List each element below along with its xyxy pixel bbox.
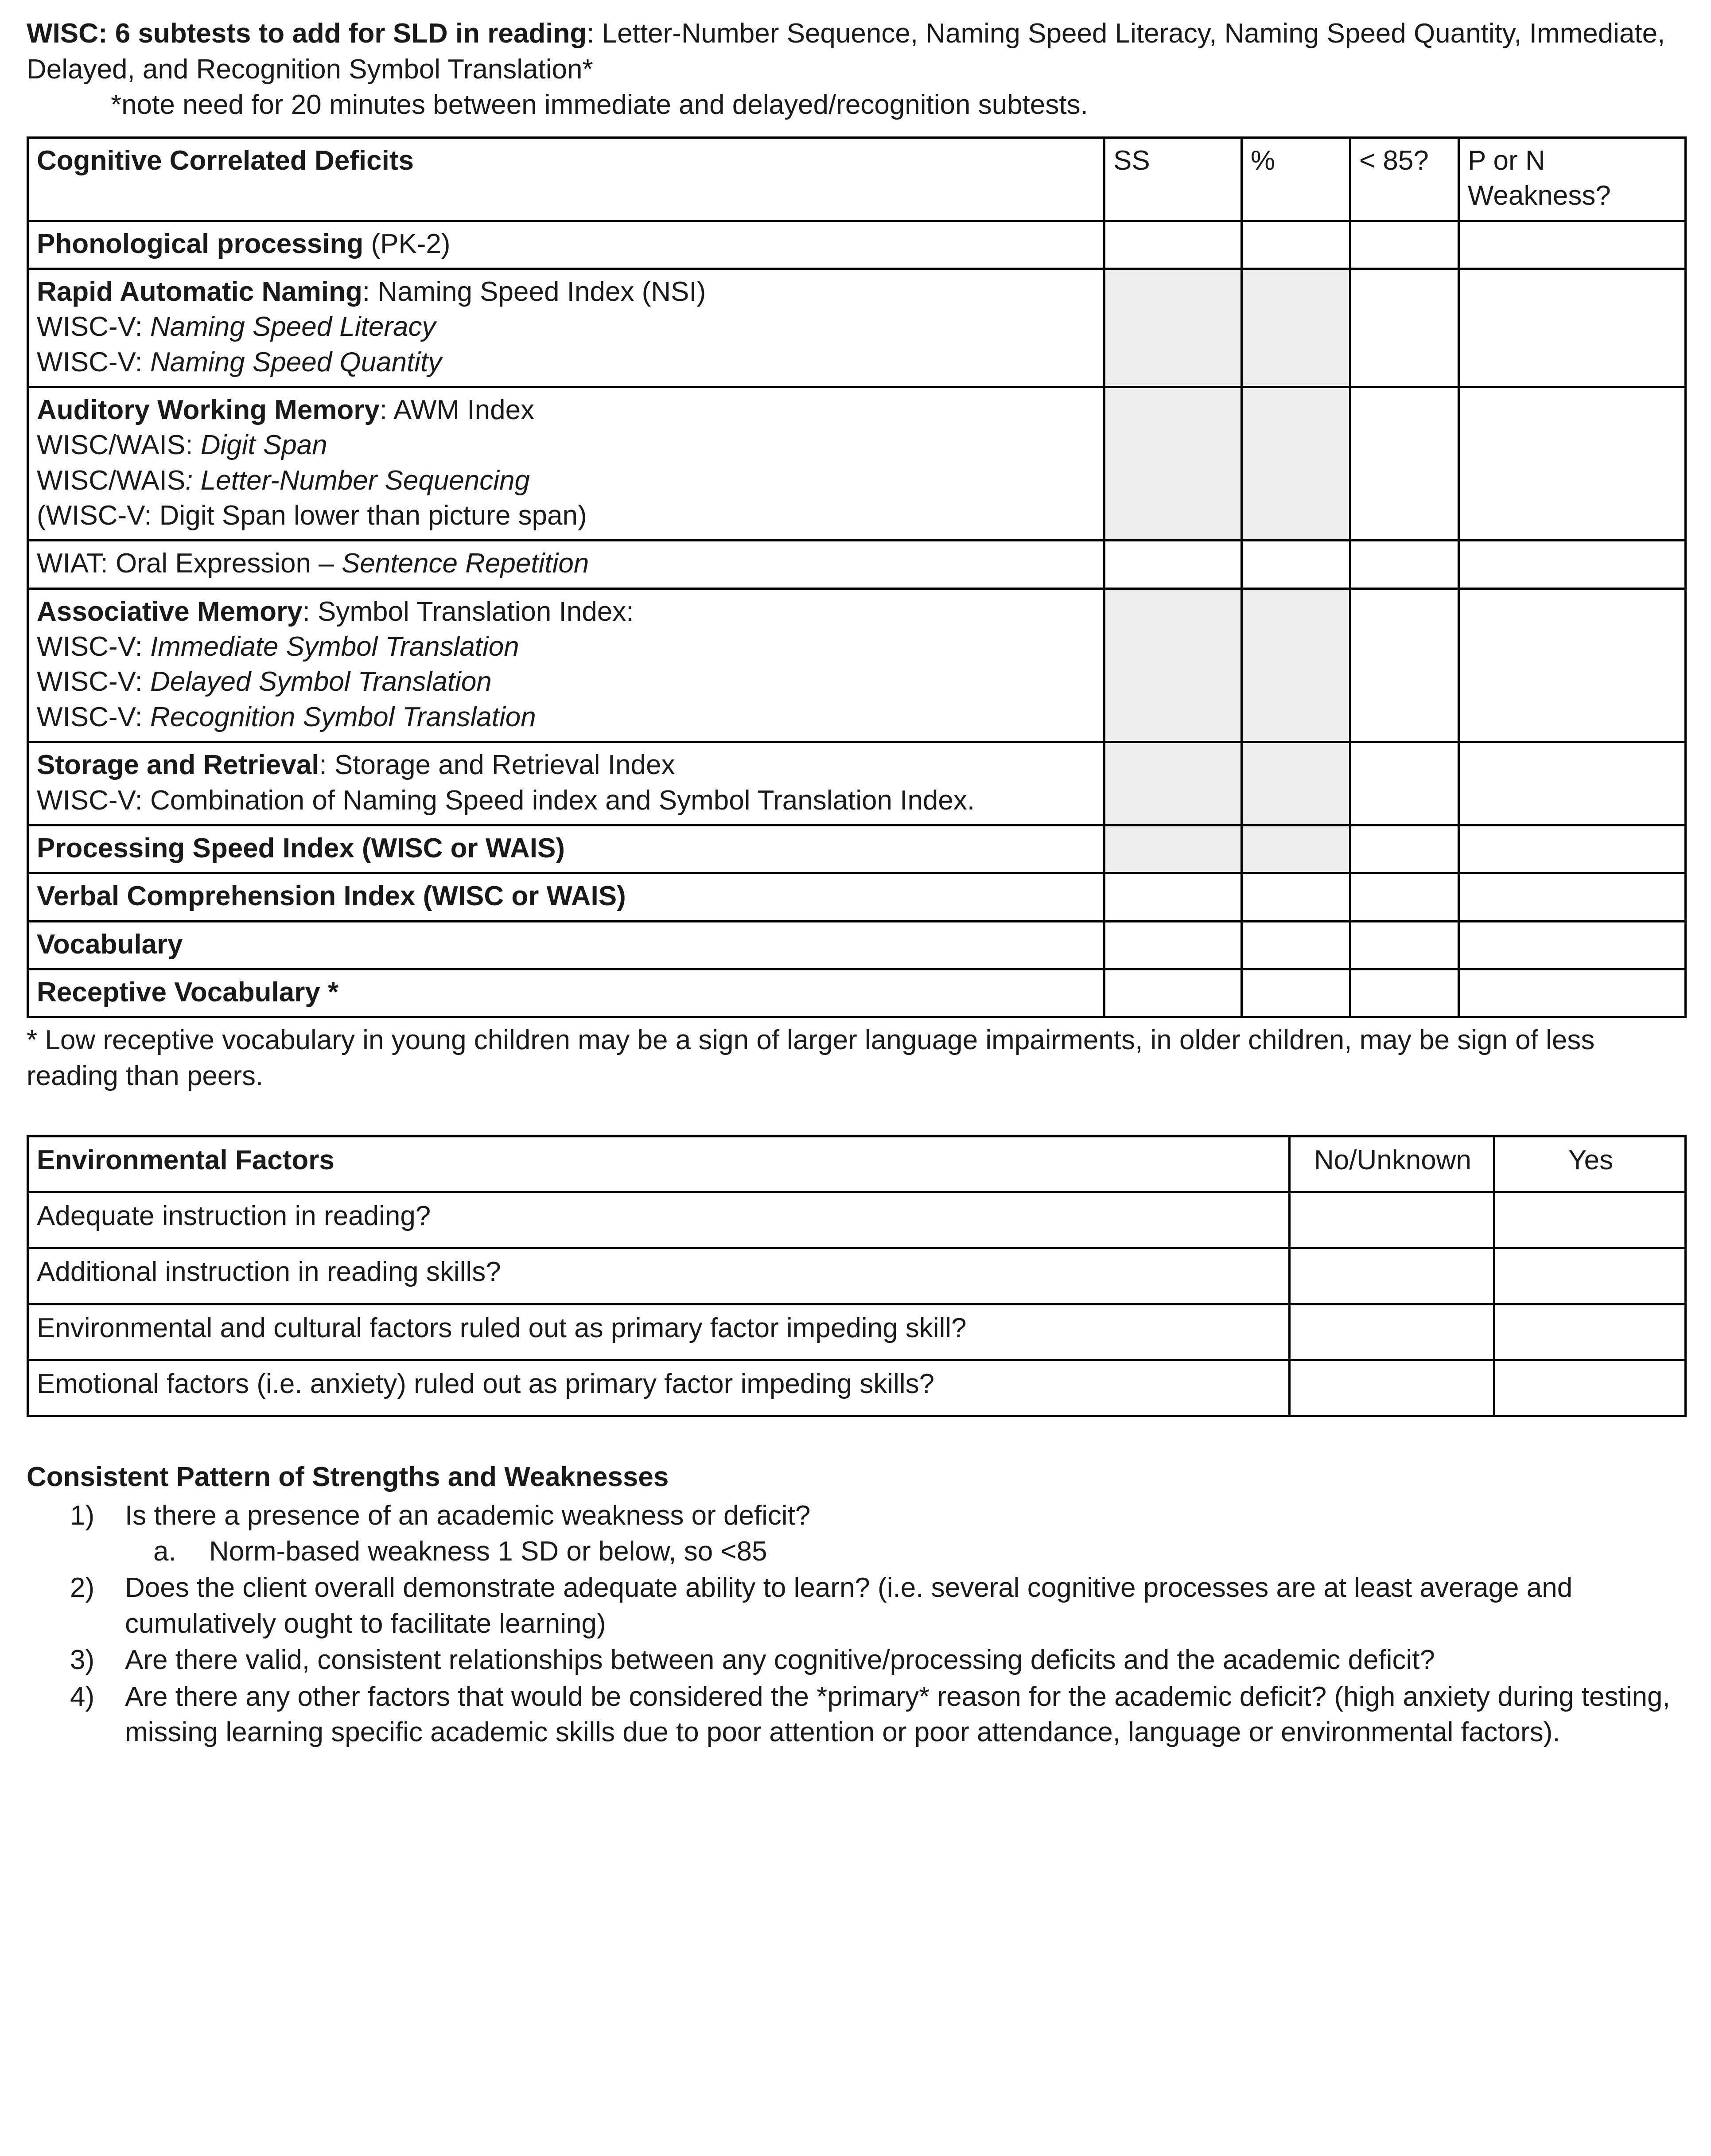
env-cell-yes[interactable] (1494, 1304, 1686, 1360)
table-row (28, 1304, 1686, 1360)
header-cell-main: Cognitive Correlated Deficits (28, 137, 1104, 221)
cell-percent[interactable] (1242, 221, 1350, 269)
cognitive-row-label (28, 269, 1104, 387)
consistent-pattern-section (27, 1459, 1684, 1751)
line-bold-part: Rapid Automatic Naming (37, 276, 362, 307)
line-plain-part: WISC-V: (37, 631, 151, 662)
line-plain-part: WISC/WAIS (37, 465, 186, 496)
cell-percent[interactable] (1242, 541, 1350, 588)
header-pn-line2: Weakness? (1468, 180, 1611, 211)
header-pn-line1: P or N (1468, 145, 1545, 176)
cognitive-correlated-deficits-table (27, 136, 1687, 1019)
env-cell-no-unknown[interactable] (1290, 1360, 1494, 1416)
line-plain-part: WISC/WAIS: (37, 430, 201, 461)
line-bold-part: Phonological processing (37, 228, 364, 259)
cell-percent[interactable] (1242, 269, 1350, 387)
intro-lead-rest: : Letter-Number Sequence, Naming Speed Literacy, Naming Speed Quantity, Immediate, Delayed, and Recognition Symbol Translation* (27, 18, 1665, 85)
cell-less-than-85[interactable] (1350, 873, 1459, 921)
line-bold-part: Vocabulary (37, 929, 183, 960)
cell-ss[interactable] (1104, 742, 1242, 825)
cognitive-table-body (28, 137, 1686, 1017)
environmental-table-header-row (28, 1136, 1686, 1192)
cell-less-than-85[interactable] (1350, 588, 1459, 742)
table-row (28, 387, 1686, 540)
cognitive-row-line (37, 274, 1097, 309)
cognitive-row-line (37, 927, 1097, 962)
cell-less-than-85[interactable] (1350, 921, 1459, 969)
env-row-label: Additional instruction in reading skills? (28, 1248, 1290, 1304)
env-cell-no-unknown[interactable] (1290, 1192, 1494, 1248)
cell-less-than-85[interactable] (1350, 969, 1459, 1017)
cpsw-item-text: Is there a presence of an academic weakness or deficit? (125, 1500, 811, 1531)
line-plain-part: WISC-V: (37, 666, 151, 697)
env-row-label: Adequate instruction in reading? (28, 1192, 1290, 1248)
line-plain-part: : AWM Index (379, 394, 535, 425)
cognitive-row-label (28, 588, 1104, 742)
cpsw-heading: Consistent Pattern of Strengths and Weaknesses (27, 1462, 669, 1493)
env-cell-yes[interactable] (1494, 1248, 1686, 1304)
cpsw-item-text: Does the client overall demonstrate adequate ability to learn? (i.e. several cognitive processes are at least average and cumulatively ought to facilitate learning) (125, 1572, 1573, 1639)
cell-p-or-n-weakness[interactable] (1459, 387, 1686, 540)
env-cell-no-unknown[interactable] (1290, 1248, 1494, 1304)
env-row-label: Environmental and cultural factors ruled out as primary factor impeding skill? (28, 1304, 1290, 1360)
cognitive-row-line (37, 498, 1097, 533)
cell-ss[interactable] (1104, 269, 1242, 387)
cognitive-footnote-text: * Low receptive vocabulary in young children may be a sign of larger language impairments, in older children, may be sign of less reading than peers. (27, 1025, 1595, 1091)
line-plain-part: WISC-V: (37, 311, 151, 342)
table-row (28, 1360, 1686, 1416)
cpsw-list (27, 1498, 1684, 1751)
cell-percent[interactable] (1242, 825, 1350, 873)
cognitive-row-label (28, 825, 1104, 873)
cognitive-row-label (28, 541, 1104, 588)
env-cell-yes[interactable] (1494, 1192, 1686, 1248)
cognitive-row-line (37, 463, 1097, 498)
cell-p-or-n-weakness[interactable] (1459, 921, 1686, 969)
table-row (28, 1192, 1686, 1248)
line-bold-part: Storage and Retrieval (37, 750, 319, 781)
line-plain-part: (PK-2) (363, 228, 451, 259)
cell-p-or-n-weakness[interactable] (1459, 588, 1686, 742)
env-row-label: Emotional factors (i.e. anxiety) ruled out as primary factor impeding skills? (28, 1360, 1290, 1416)
cell-percent[interactable] (1242, 873, 1350, 921)
cell-ss[interactable] (1104, 588, 1242, 742)
cell-percent[interactable] (1242, 742, 1350, 825)
line-bold-part: Receptive Vocabulary * (37, 977, 339, 1008)
intro-note-paragraph (27, 87, 1684, 123)
line-bold-part: Processing Speed Index (WISC or WAIS) (37, 833, 565, 864)
intro-note-text: *note need for 20 minutes between immediate and delayed/recognition subtests. (111, 90, 1088, 121)
line-plain-part: WISC-V: Combination of Naming Speed index and Symbol Translation Index. (37, 785, 975, 816)
table-row (28, 873, 1686, 921)
cell-ss[interactable] (1104, 873, 1242, 921)
cell-percent[interactable] (1242, 969, 1350, 1017)
line-plain-part: : Naming Speed Index (NSI) (362, 276, 706, 307)
line-italic-part: Immediate Symbol Translation (150, 631, 519, 662)
cell-ss[interactable] (1104, 387, 1242, 540)
cell-p-or-n-weakness[interactable] (1459, 541, 1686, 588)
cognitive-row-line (37, 345, 1097, 380)
cell-p-or-n-weakness[interactable] (1459, 873, 1686, 921)
cpsw-sublist-item: Norm-based weakness 1 SD or below, so <85 (209, 1536, 767, 1567)
cell-percent[interactable] (1242, 921, 1350, 969)
cognitive-table-header-row (28, 137, 1686, 221)
cognitive-row-line (37, 664, 1097, 699)
cpsw-sublist (125, 1534, 1684, 1570)
line-italic-part: : Letter-Number Sequencing (185, 465, 530, 496)
cell-less-than-85[interactable] (1350, 221, 1459, 269)
line-italic-part: Digit Span (200, 430, 327, 461)
line-bold-part: Auditory Working Memory (37, 394, 380, 425)
cell-ss[interactable] (1104, 825, 1242, 873)
line-plain-part: : Symbol Translation Index: (302, 596, 634, 627)
line-plain-part: WISC-V: (37, 346, 151, 377)
env-header-cell-no-unknown: No/Unknown (1290, 1136, 1494, 1192)
env-cell-no-unknown[interactable] (1290, 1304, 1494, 1360)
line-italic-part: Recognition Symbol Translation (150, 701, 536, 732)
cpsw-list-item (111, 1570, 1684, 1642)
cognitive-row-line (37, 594, 1097, 629)
table-row (28, 825, 1686, 873)
line-italic-part: Sentence Repetition (341, 548, 589, 579)
cognitive-row-line (37, 747, 1097, 782)
cell-p-or-n-weakness[interactable] (1459, 825, 1686, 873)
cpsw-item-text: Are there any other factors that would be considered the *primary* reason for the academic deficit? (high anxiety during testing, missing learning specific academic skills due to poor attention or poor attendance, language or environmental factors). (125, 1681, 1670, 1748)
line-plain-part: WIAT: Oral Expression – (37, 548, 342, 579)
cognitive-row-line (37, 226, 1097, 261)
environmental-factors-table (27, 1135, 1687, 1417)
header-cell-percent: % (1242, 137, 1350, 221)
header-cell-less-than-85: < 85? (1350, 137, 1459, 221)
cognitive-row-line (37, 975, 1097, 1010)
cognitive-row-label (28, 873, 1104, 921)
table-row (28, 269, 1686, 387)
intro-lead-bold: WISC: 6 subtests to add for SLD in reading (27, 18, 587, 49)
cell-ss[interactable] (1104, 541, 1242, 588)
cell-percent[interactable] (1242, 387, 1350, 540)
table-row (28, 221, 1686, 269)
header-cell-ss: SS (1104, 137, 1242, 221)
cognitive-row-label (28, 969, 1104, 1017)
cell-less-than-85[interactable] (1350, 541, 1459, 588)
cell-ss[interactable] (1104, 921, 1242, 969)
intro-block (27, 16, 1684, 123)
table-row (28, 541, 1686, 588)
cell-p-or-n-weakness[interactable] (1459, 269, 1686, 387)
cognitive-row-line (37, 428, 1097, 463)
cell-less-than-85[interactable] (1350, 825, 1459, 873)
cell-less-than-85[interactable] (1350, 742, 1459, 825)
line-italic-part: Naming Speed Quantity (150, 346, 442, 377)
line-plain-part: : Storage and Retrieval Index (319, 750, 675, 781)
cell-less-than-85[interactable] (1350, 269, 1459, 387)
line-italic-part: Delayed Symbol Translation (150, 666, 492, 697)
cell-less-than-85[interactable] (1350, 387, 1459, 540)
cognitive-row-line (37, 546, 1097, 581)
env-cell-yes[interactable] (1494, 1360, 1686, 1416)
line-plain-part: WISC-V: (37, 701, 151, 732)
cpsw-list-item (111, 1498, 1684, 1569)
cognitive-row-line (37, 879, 1097, 914)
cell-percent[interactable] (1242, 588, 1350, 742)
cpsw-list-item (111, 1642, 1684, 1678)
cpsw-item-text: Are there valid, consistent relationships between any cognitive/processing deficits and the academic deficit? (125, 1645, 1435, 1676)
table-row (28, 969, 1686, 1017)
cognitive-table-footnote (27, 1023, 1684, 1094)
cognitive-row-line (37, 393, 1097, 428)
cognitive-row-label (28, 742, 1104, 825)
cell-p-or-n-weakness[interactable] (1459, 742, 1686, 825)
cognitive-row-label (28, 921, 1104, 969)
cell-ss[interactable] (1104, 969, 1242, 1017)
cognitive-row-line (37, 309, 1097, 344)
table-row (28, 1248, 1686, 1304)
cognitive-row-line (37, 783, 1097, 818)
env-header-cell-main: Environmental Factors (28, 1136, 1290, 1192)
line-italic-part: Naming Speed Literacy (150, 311, 436, 342)
header-cell-p-or-n-weakness (1459, 137, 1686, 221)
cognitive-row-line (37, 700, 1097, 735)
cognitive-row-label (28, 221, 1104, 269)
env-header-cell-yes: Yes (1494, 1136, 1686, 1192)
cognitive-row-line (37, 831, 1097, 866)
cognitive-row-line (37, 629, 1097, 664)
cognitive-row-label (28, 387, 1104, 540)
cell-p-or-n-weakness[interactable] (1459, 969, 1686, 1017)
table-row (28, 742, 1686, 825)
line-bold-part: Verbal Comprehension Index (WISC or WAIS) (37, 881, 626, 912)
line-plain-part: (WISC-V: Digit Span lower than picture span) (37, 500, 587, 531)
cell-p-or-n-weakness[interactable] (1459, 221, 1686, 269)
intro-lead-paragraph (27, 16, 1684, 87)
table-row (28, 588, 1686, 742)
table-row (28, 921, 1686, 969)
environmental-table-body (28, 1136, 1686, 1416)
line-bold-part: Associative Memory (37, 596, 303, 627)
cell-ss[interactable] (1104, 221, 1242, 269)
cpsw-list-item (111, 1679, 1684, 1751)
